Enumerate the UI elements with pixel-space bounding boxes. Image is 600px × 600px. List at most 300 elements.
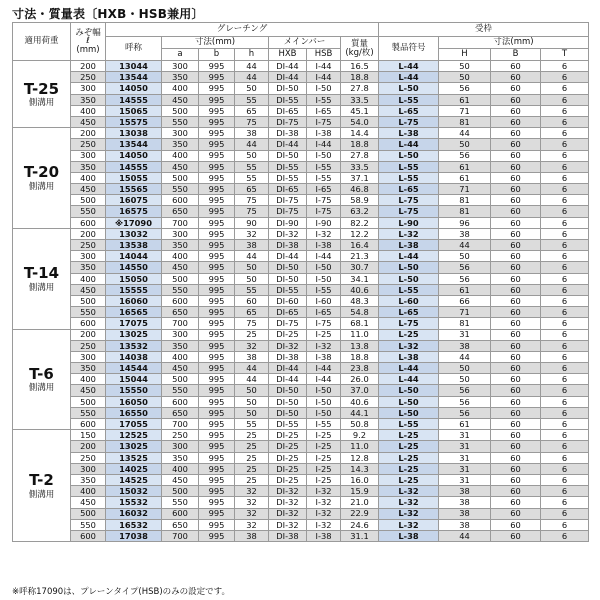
- cell-frame-code: L-32: [379, 228, 439, 239]
- cell-dim-h: 38: [235, 351, 269, 362]
- table-row: [13, 363, 589, 374]
- cell-mainbar-hxb: DI-44: [269, 72, 307, 83]
- table-row: [13, 430, 589, 441]
- cell-mass: 82.2: [341, 217, 379, 228]
- table-row: [13, 228, 589, 239]
- cell-frame-B: 60: [491, 441, 541, 452]
- table-row: [13, 463, 589, 474]
- cell-mainbar-hxb: DI-25: [269, 463, 307, 474]
- cell-frame-T: 6: [541, 340, 589, 351]
- cell-dim-b: 995: [199, 508, 235, 519]
- cell-dim-a: 700: [162, 318, 199, 329]
- cell-dim-a: 600: [162, 195, 199, 206]
- cell-mainbar-hsb: I-44: [307, 374, 341, 385]
- cell-dim-b: 995: [199, 251, 235, 262]
- cell-width: 500: [71, 396, 106, 407]
- cell-frame-H: 38: [439, 340, 491, 351]
- cell-mainbar-hxb: DI-55: [269, 284, 307, 295]
- cell-mainbar-hsb: I-32: [307, 228, 341, 239]
- cell-dim-h: 44: [235, 72, 269, 83]
- cell-frame-B: 60: [491, 61, 541, 72]
- table-row: [13, 128, 589, 139]
- cell-mass: 54.0: [341, 116, 379, 127]
- cell-frame-T: 6: [541, 94, 589, 105]
- cell-frame-T: 6: [541, 396, 589, 407]
- cell-dim-b: 995: [199, 363, 235, 374]
- cell-width: 200: [71, 61, 106, 72]
- load-class-label: T-14: [23, 264, 60, 283]
- cell-width: 250: [71, 340, 106, 351]
- cell-mass: 16.4: [341, 240, 379, 251]
- load-header: 適用荷重: [13, 23, 71, 61]
- load-class-sub: 側溝用: [28, 383, 55, 394]
- cell-mainbar-hxb: DI-44: [269, 363, 307, 374]
- cell-dim-b: 995: [199, 430, 235, 441]
- cell-mainbar-hxb: DI-25: [269, 329, 307, 340]
- cell-frame-code: L-60: [379, 295, 439, 306]
- cell-dim-b: 995: [199, 351, 235, 362]
- cell-dim-b: 995: [199, 474, 235, 485]
- cell-frame-B: 60: [491, 407, 541, 418]
- cell-mainbar-hsb: I-38: [307, 128, 341, 139]
- cell-frame-code: L-65: [379, 184, 439, 195]
- cell-dim-h: 25: [235, 430, 269, 441]
- cell-dim-a: 600: [162, 508, 199, 519]
- cell-frame-T: 6: [541, 273, 589, 284]
- cell-dim-h: 25: [235, 329, 269, 340]
- cell-mainbar-hxb: DI-32: [269, 508, 307, 519]
- cell-mainbar-hxb: DI-38: [269, 351, 307, 362]
- cell-dim-a: 500: [162, 172, 199, 183]
- cell-frame-code: L-38: [379, 351, 439, 362]
- table-row: [13, 474, 589, 485]
- cell-frame-H: 56: [439, 262, 491, 273]
- cell-mainbar-hsb: I-50: [307, 273, 341, 284]
- cell-width: 350: [71, 94, 106, 105]
- cell-frame-H: 81: [439, 116, 491, 127]
- cell-frame-code: L-25: [379, 452, 439, 463]
- table-row: [13, 419, 589, 430]
- cell-width: 200: [71, 441, 106, 452]
- cell-dim-a: 300: [162, 329, 199, 340]
- cell-mass: 33.5: [341, 161, 379, 172]
- cell-mainbar-hxb: DI-75: [269, 206, 307, 217]
- cell-name: 14525: [106, 474, 162, 485]
- cell-dim-a: 450: [162, 363, 199, 374]
- cell-width: 600: [71, 217, 106, 228]
- cell-mainbar-hsb: I-32: [307, 340, 341, 351]
- cell-dim-h: 90: [235, 217, 269, 228]
- cell-mass: 12.8: [341, 452, 379, 463]
- cell-name: 15055: [106, 172, 162, 183]
- cell-dim-h: 38: [235, 240, 269, 251]
- cell-mass: 31.1: [341, 530, 379, 541]
- cell-dim-h: 55: [235, 284, 269, 295]
- mainbar-header: メインバー: [269, 37, 341, 49]
- cell-frame-T: 6: [541, 228, 589, 239]
- load-class-sub: 側溝用: [28, 282, 55, 293]
- cell-frame-code: L-50: [379, 385, 439, 396]
- h-header: h: [235, 49, 269, 61]
- cell-name: 15555: [106, 284, 162, 295]
- cell-width: 500: [71, 195, 106, 206]
- cell-name: 16565: [106, 307, 162, 318]
- cell-mainbar-hsb: I-65: [307, 184, 341, 195]
- cell-mainbar-hsb: I-38: [307, 530, 341, 541]
- cell-frame-H: 31: [439, 452, 491, 463]
- cell-frame-B: 60: [491, 206, 541, 217]
- cell-name: 13038: [106, 128, 162, 139]
- cell-frame-T: 6: [541, 284, 589, 295]
- cell-dim-a: 650: [162, 407, 199, 418]
- cell-frame-code: L-32: [379, 340, 439, 351]
- footnote: ※呼称17090は、プレーンタイプ(HSB)のみの設定です。: [12, 587, 230, 597]
- cell-name: 13525: [106, 452, 162, 463]
- cell-mainbar-hxb: DI-55: [269, 161, 307, 172]
- cell-width: 500: [71, 508, 106, 519]
- cell-mainbar-hsb: I-25: [307, 463, 341, 474]
- cell-width: 600: [71, 419, 106, 430]
- cell-width: 200: [71, 228, 106, 239]
- cell-width: 450: [71, 284, 106, 295]
- cell-dim-a: 550: [162, 385, 199, 396]
- table-row: [13, 351, 589, 362]
- cell-dim-b: 995: [199, 184, 235, 195]
- cell-dim-h: 32: [235, 497, 269, 508]
- cell-mainbar-hsb: I-55: [307, 284, 341, 295]
- cell-dim-b: 995: [199, 452, 235, 463]
- cell-frame-T: 6: [541, 329, 589, 340]
- cell-dim-h: 25: [235, 474, 269, 485]
- cell-frame-code: L-65: [379, 307, 439, 318]
- cell-mainbar-hxb: DI-50: [269, 407, 307, 418]
- width-header: [71, 23, 106, 61]
- cell-frame-T: 6: [541, 452, 589, 463]
- cell-mainbar-hsb: I-32: [307, 519, 341, 530]
- cell-width: 450: [71, 385, 106, 396]
- cell-width: 300: [71, 351, 106, 362]
- cell-dim-b: 995: [199, 72, 235, 83]
- cell-mass: 30.7: [341, 262, 379, 273]
- load-class-sub: 側溝用: [28, 98, 55, 109]
- cell-dim-a: 550: [162, 284, 199, 295]
- cell-mainbar-hxb: DI-55: [269, 172, 307, 183]
- cell-dim-b: 995: [199, 329, 235, 340]
- cell-mass: 15.9: [341, 486, 379, 497]
- cell-mass: 21.0: [341, 497, 379, 508]
- cell-mainbar-hsb: I-50: [307, 83, 341, 94]
- cell-dim-h: 50: [235, 150, 269, 161]
- cell-dim-h: 32: [235, 519, 269, 530]
- cell-name: 13532: [106, 340, 162, 351]
- cell-frame-B: 60: [491, 228, 541, 239]
- load-class-sub: 側溝用: [28, 181, 55, 192]
- cell-dim-a: 400: [162, 251, 199, 262]
- cell-frame-H: 38: [439, 228, 491, 239]
- cell-dim-h: 55: [235, 161, 269, 172]
- table-row: [13, 284, 589, 295]
- cell-width: 300: [71, 150, 106, 161]
- cell-mainbar-hxb: DI-65: [269, 105, 307, 116]
- cell-frame-T: 6: [541, 161, 589, 172]
- cell-frame-B: 60: [491, 217, 541, 228]
- cell-frame-B: 60: [491, 251, 541, 262]
- cell-dim-h: 55: [235, 419, 269, 430]
- cell-frame-H: 61: [439, 161, 491, 172]
- table-row: [13, 206, 589, 217]
- load-class-label: T-6: [29, 364, 54, 383]
- cell-mass: 24.6: [341, 519, 379, 530]
- cell-frame-H: 38: [439, 486, 491, 497]
- cell-dim-h: 65: [235, 184, 269, 195]
- cell-dim-h: 65: [235, 307, 269, 318]
- cell-dim-a: 400: [162, 83, 199, 94]
- cell-frame-T: 6: [541, 363, 589, 374]
- cell-frame-code: L-50: [379, 407, 439, 418]
- cell-dim-a: 700: [162, 419, 199, 430]
- cell-name: 15550: [106, 385, 162, 396]
- cell-mainbar-hxb: DI-32: [269, 340, 307, 351]
- cell-dim-a: 700: [162, 530, 199, 541]
- cell-frame-B: 60: [491, 273, 541, 284]
- cell-frame-B: 60: [491, 128, 541, 139]
- cell-frame-code: L-44: [379, 139, 439, 150]
- cell-width: 500: [71, 295, 106, 306]
- cell-dim-b: 995: [199, 463, 235, 474]
- cell-frame-code: L-38: [379, 128, 439, 139]
- cell-dim-h: 50: [235, 385, 269, 396]
- cell-mainbar-hsb: I-65: [307, 105, 341, 116]
- cell-name: 13044: [106, 61, 162, 72]
- cell-dim-b: 995: [199, 217, 235, 228]
- cell-mainbar-hsb: I-32: [307, 486, 341, 497]
- cell-frame-H: 56: [439, 83, 491, 94]
- table-row: [13, 295, 589, 306]
- table-row: [13, 486, 589, 497]
- cell-frame-code: L-32: [379, 497, 439, 508]
- load-class-cell: [13, 228, 71, 329]
- cell-frame-T: 6: [541, 430, 589, 441]
- cell-frame-B: 60: [491, 116, 541, 127]
- cell-frame-B: 60: [491, 374, 541, 385]
- cell-dim-b: 995: [199, 519, 235, 530]
- cell-frame-B: 60: [491, 519, 541, 530]
- cell-name: 13544: [106, 72, 162, 83]
- cell-frame-code: L-38: [379, 530, 439, 541]
- cell-frame-B: 60: [491, 530, 541, 541]
- cell-width: 300: [71, 251, 106, 262]
- cell-name: 14544: [106, 363, 162, 374]
- cell-frame-T: 6: [541, 474, 589, 485]
- cell-frame-code: L-25: [379, 474, 439, 485]
- cell-frame-H: 38: [439, 508, 491, 519]
- cell-dim-a: 300: [162, 441, 199, 452]
- cell-dim-b: 995: [199, 396, 235, 407]
- T-header: T: [541, 49, 589, 61]
- cell-width: 450: [71, 497, 106, 508]
- b-header: b: [199, 49, 235, 61]
- cell-dim-a: 500: [162, 374, 199, 385]
- cell-width: 400: [71, 172, 106, 183]
- cell-dim-a: 500: [162, 105, 199, 116]
- cell-name: 14555: [106, 161, 162, 172]
- cell-dim-h: 44: [235, 61, 269, 72]
- cell-dim-h: 75: [235, 116, 269, 127]
- cell-mainbar-hsb: I-32: [307, 508, 341, 519]
- cell-name: ※17090: [106, 217, 162, 228]
- cell-mass: 37.1: [341, 172, 379, 183]
- cell-frame-code: L-32: [379, 486, 439, 497]
- cell-dim-a: 350: [162, 72, 199, 83]
- cell-mainbar-hxb: DI-90: [269, 217, 307, 228]
- cell-dim-h: 38: [235, 128, 269, 139]
- cell-mass: 22.9: [341, 508, 379, 519]
- table-row: [13, 452, 589, 463]
- cell-width: 350: [71, 363, 106, 374]
- cell-frame-T: 6: [541, 251, 589, 262]
- cell-mainbar-hxb: DI-55: [269, 419, 307, 430]
- cell-dim-b: 995: [199, 83, 235, 94]
- cell-name: 16060: [106, 295, 162, 306]
- cell-frame-H: 61: [439, 284, 491, 295]
- cell-frame-B: 60: [491, 486, 541, 497]
- table-row: [13, 385, 589, 396]
- cell-dim-b: 995: [199, 340, 235, 351]
- cell-frame-H: 50: [439, 139, 491, 150]
- cell-dim-a: 300: [162, 228, 199, 239]
- cell-mass: 18.8: [341, 139, 379, 150]
- cell-frame-T: 6: [541, 61, 589, 72]
- table-row: [13, 94, 589, 105]
- cell-frame-T: 6: [541, 83, 589, 94]
- cell-mainbar-hsb: I-75: [307, 195, 341, 206]
- table-row: [13, 262, 589, 273]
- load-class-label: T-25: [23, 79, 60, 98]
- cell-dim-b: 995: [199, 161, 235, 172]
- cell-frame-B: 60: [491, 497, 541, 508]
- cell-width: 200: [71, 128, 106, 139]
- cell-frame-B: 60: [491, 150, 541, 161]
- cell-frame-H: 38: [439, 519, 491, 530]
- cell-mass: 50.8: [341, 419, 379, 430]
- cell-frame-T: 6: [541, 128, 589, 139]
- cell-frame-B: 60: [491, 363, 541, 374]
- grating-header: グレーチング: [106, 23, 379, 37]
- cell-frame-code: L-50: [379, 273, 439, 284]
- cell-dim-h: 44: [235, 251, 269, 262]
- page-title: 寸法・質量表〔HXB・HSB兼用〕: [12, 7, 204, 21]
- cell-dim-a: 350: [162, 240, 199, 251]
- cell-mainbar-hxb: DI-32: [269, 519, 307, 530]
- cell-dim-a: 550: [162, 116, 199, 127]
- table-row: [13, 150, 589, 161]
- cell-name: 17055: [106, 419, 162, 430]
- cell-dim-h: 44: [235, 374, 269, 385]
- cell-frame-H: 81: [439, 318, 491, 329]
- cell-frame-T: 6: [541, 519, 589, 530]
- cell-mass: 16.5: [341, 61, 379, 72]
- cell-name: 17038: [106, 530, 162, 541]
- cell-dim-b: 995: [199, 240, 235, 251]
- cell-mass: 21.3: [341, 251, 379, 262]
- cell-frame-code: L-38: [379, 240, 439, 251]
- cell-dim-h: 44: [235, 139, 269, 150]
- cell-frame-B: 60: [491, 139, 541, 150]
- cell-frame-B: 60: [491, 105, 541, 116]
- cell-dim-h: 32: [235, 340, 269, 351]
- table-row: [13, 184, 589, 195]
- table-header: [13, 23, 589, 61]
- cell-frame-H: 50: [439, 251, 491, 262]
- cell-mainbar-hsb: I-44: [307, 61, 341, 72]
- cell-dim-b: 995: [199, 407, 235, 418]
- cell-mainbar-hsb: I-44: [307, 251, 341, 262]
- cell-dim-b: 995: [199, 486, 235, 497]
- cell-mainbar-hsb: I-32: [307, 497, 341, 508]
- cell-mass: 27.8: [341, 150, 379, 161]
- cell-width: 250: [71, 72, 106, 83]
- cell-dim-a: 550: [162, 184, 199, 195]
- cell-frame-code: L-50: [379, 150, 439, 161]
- load-class-cell: [13, 61, 71, 128]
- cell-dim-b: 995: [199, 195, 235, 206]
- cell-frame-H: 81: [439, 206, 491, 217]
- B-header: B: [491, 49, 541, 61]
- cell-mainbar-hsb: I-50: [307, 262, 341, 273]
- table-row: [13, 217, 589, 228]
- cell-dim-a: 700: [162, 217, 199, 228]
- cell-mainbar-hxb: DI-65: [269, 307, 307, 318]
- cell-dim-a: 450: [162, 94, 199, 105]
- cell-name: 15565: [106, 184, 162, 195]
- cell-frame-H: 44: [439, 128, 491, 139]
- cell-width: 550: [71, 206, 106, 217]
- cell-mainbar-hxb: DI-32: [269, 486, 307, 497]
- cell-frame-H: 81: [439, 195, 491, 206]
- cell-dim-h: 25: [235, 452, 269, 463]
- cell-frame-H: 61: [439, 94, 491, 105]
- cell-frame-T: 6: [541, 150, 589, 161]
- cell-mainbar-hsb: I-75: [307, 116, 341, 127]
- cell-width: 550: [71, 407, 106, 418]
- cell-frame-H: 50: [439, 72, 491, 83]
- cell-dim-b: 995: [199, 273, 235, 284]
- table-row: [13, 116, 589, 127]
- cell-frame-code: L-44: [379, 251, 439, 262]
- cell-frame-code: L-44: [379, 363, 439, 374]
- cell-mass: 16.0: [341, 474, 379, 485]
- table-row: [13, 273, 589, 284]
- cell-mainbar-hsb: I-25: [307, 441, 341, 452]
- cell-frame-code: L-55: [379, 419, 439, 430]
- cell-dim-h: 32: [235, 508, 269, 519]
- table-row: [13, 251, 589, 262]
- cell-frame-H: 31: [439, 430, 491, 441]
- cell-frame-code: L-44: [379, 72, 439, 83]
- cell-width: 350: [71, 474, 106, 485]
- cell-frame-code: L-90: [379, 217, 439, 228]
- cell-frame-T: 6: [541, 240, 589, 251]
- cell-dim-a: 350: [162, 139, 199, 150]
- cell-name: 14555: [106, 94, 162, 105]
- cell-dim-b: 995: [199, 385, 235, 396]
- cell-mainbar-hsb: I-38: [307, 240, 341, 251]
- cell-mass: 14.4: [341, 128, 379, 139]
- cell-frame-B: 60: [491, 72, 541, 83]
- cell-frame-code: L-25: [379, 441, 439, 452]
- cell-width: 350: [71, 262, 106, 273]
- cell-frame-B: 60: [491, 452, 541, 463]
